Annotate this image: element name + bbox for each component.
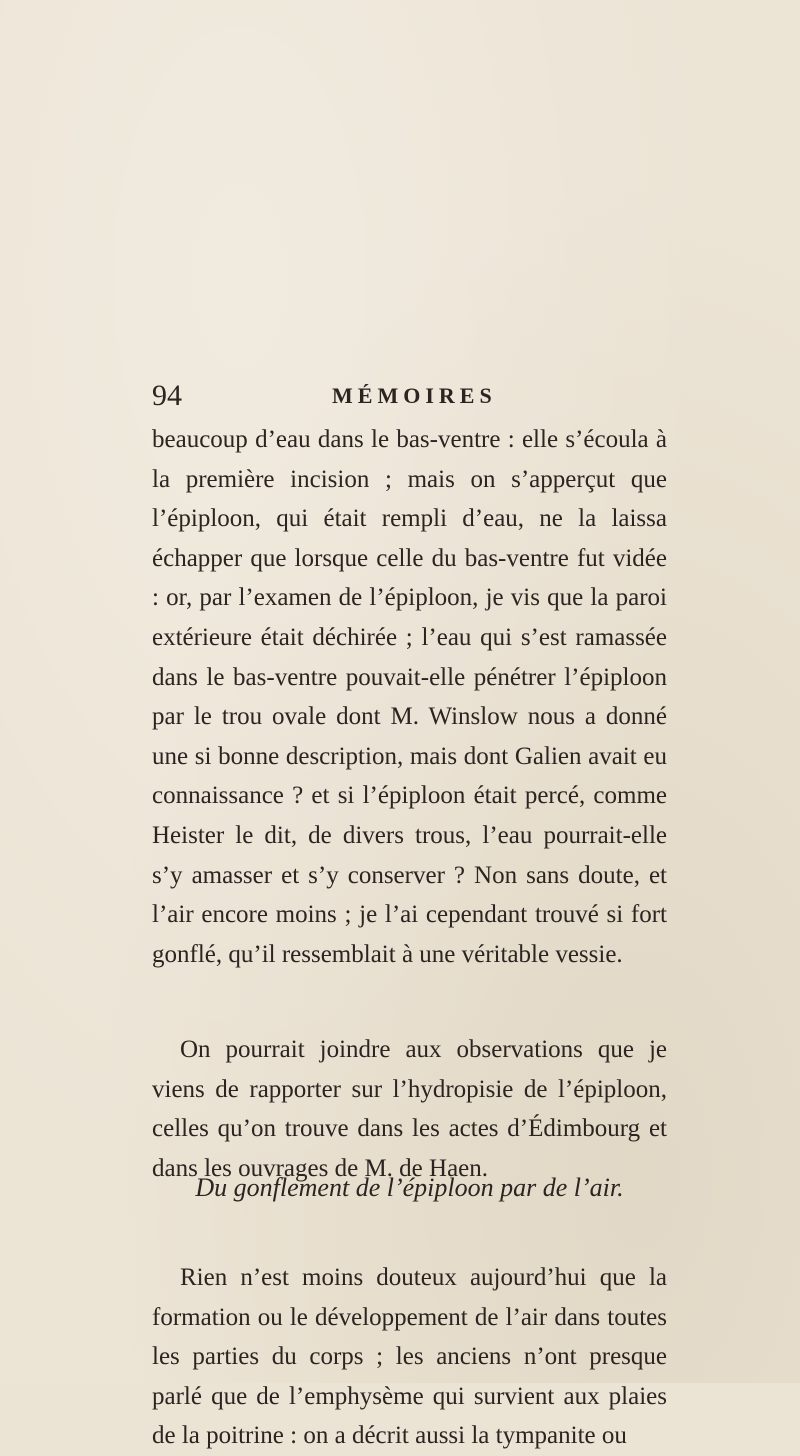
page-header — [152, 376, 672, 416]
page-number: 94 — [152, 379, 182, 412]
paragraph-3-text: Rien n’est moins douteux aujourd’hui que la formation ou le développement de l’air dans toutes les parties du corps ; les anciens n’ont presque parlé que de l’emphysème qui survient aux plaies de la poitrine : on a décrit aussi la tympanite ou — [152, 1264, 667, 1450]
paragraph-3 — [152, 1258, 667, 1456]
section-heading: Du gonflement de l’épiploon par de l’air. — [195, 1173, 624, 1202]
paragraph-2-text: On pourrait joindre aux observations que je viens de rapporter sur l’hydropisie de l’épiploon, celles qu’on trouve dans les actes d’Édimbourg et dans les ouvrages de M. de Haen. — [152, 1036, 667, 1182]
running-title: MÉMOIRES — [332, 383, 497, 408]
paragraph-1-text: beaucoup d’eau dans le bas-ventre : elle s’écoula à la première incision ; mais on s’apperçut que l’épiploon, qui était rempli d’eau, ne la laissa échapper que lorsque celle du bas-ventre fut vidée : or, par l’examen de l’épiploon, je vis que la paroi extérieure était déchirée ; l’eau qui s’est ramassée dans le bas-ventre pouvait-elle pénétrer l’épiploon par le trou ovale dont M. Winslow nous a donné une si bonne description, mais dont Galien avait eu connaissance ? et si l’épiploon était percé, comme Heister le dit, de divers trous, l’eau pourrait-elle s’y amasser et s’y conserver ? Non sans doute, et l’air encore moins ; je l’ai cependant trouvé si fort gonflé, qu’il ressemblait à une véritable vessie. — [152, 426, 667, 968]
paragraph-2 — [152, 1030, 667, 1188]
paragraph-1 — [152, 420, 667, 974]
